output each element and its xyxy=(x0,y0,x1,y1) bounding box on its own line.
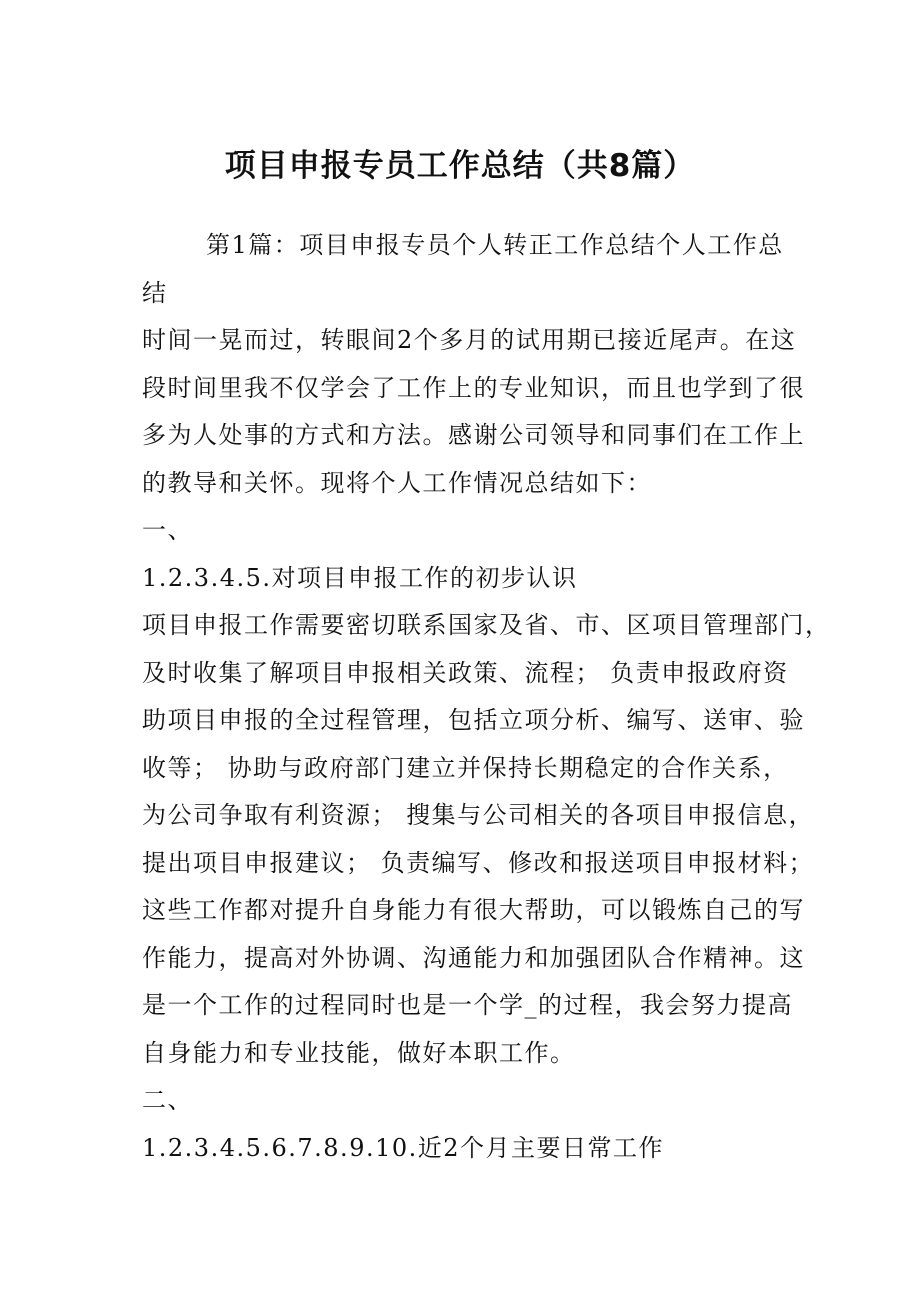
chapter-heading-line-1: 第1篇：项目申报专员个人转正工作总结个人工作总 xyxy=(206,231,784,259)
paragraph-line: 提出项目申报建议； 负责编写、修改和报送项目申报材料； xyxy=(142,848,815,877)
paragraph-line: 项目申报工作需要密切联系国家及省、市、区项目管理部门， xyxy=(142,611,831,639)
document-title: 项目申报专员工作总结（共8篇） xyxy=(224,148,696,184)
paragraph-line: 收等； 协助与政府部门建立并保持长期稳定的合作关系， xyxy=(142,753,789,782)
paragraph-line: 自身能力和专业技能，做好本职工作。 xyxy=(142,1038,576,1067)
paragraph-line: 是一个工作的过程同时也是一个学_的过程，我会努力提高 xyxy=(142,991,793,1019)
document-body xyxy=(142,222,831,1172)
section-number-one: 一、 xyxy=(142,516,193,544)
paragraph-line: 为公司争取有利资源； 搜集与公司相关的各项目申报信息， xyxy=(142,801,815,829)
paragraph-line: 助项目申报的全过程管理，包括立项分析、编写、送审、验 xyxy=(142,706,805,734)
paragraph-line: 段时间里我不仅学会了工作上的专业知识，而且也学到了很 xyxy=(142,373,805,402)
section-subheading: 1.2.3.4.5.6.7.8.9.10.近2个月主要日常工作 xyxy=(142,1133,665,1162)
paragraph-line: 的教导和关怀。现将个人工作情况总结如下： xyxy=(142,468,652,497)
paragraph-line: 多为人处事的方式和方法。感谢公司领导和同事们在工作上 xyxy=(142,421,805,449)
paragraph-line: 及时收集了解项目申报相关政策、流程； 负责申报政府资 xyxy=(142,658,789,687)
paragraph-line: 作能力，提高对外协调、沟通能力和加强团队合作精神。这 xyxy=(142,943,805,972)
section-number-two: 二、 xyxy=(142,1086,193,1114)
paragraph-line: 这些工作都对提升自身能力有很大帮助，可以锻炼自己的写 xyxy=(142,896,805,924)
paragraph-line: 时间一晃而过，转眼间2个多月的试用期已接近尾声。在这 xyxy=(142,326,797,354)
chapter-heading-line-2: 结 xyxy=(142,278,168,307)
section-subheading: 1.2.3.4.5.对项目申报工作的初步认识 xyxy=(142,563,578,592)
